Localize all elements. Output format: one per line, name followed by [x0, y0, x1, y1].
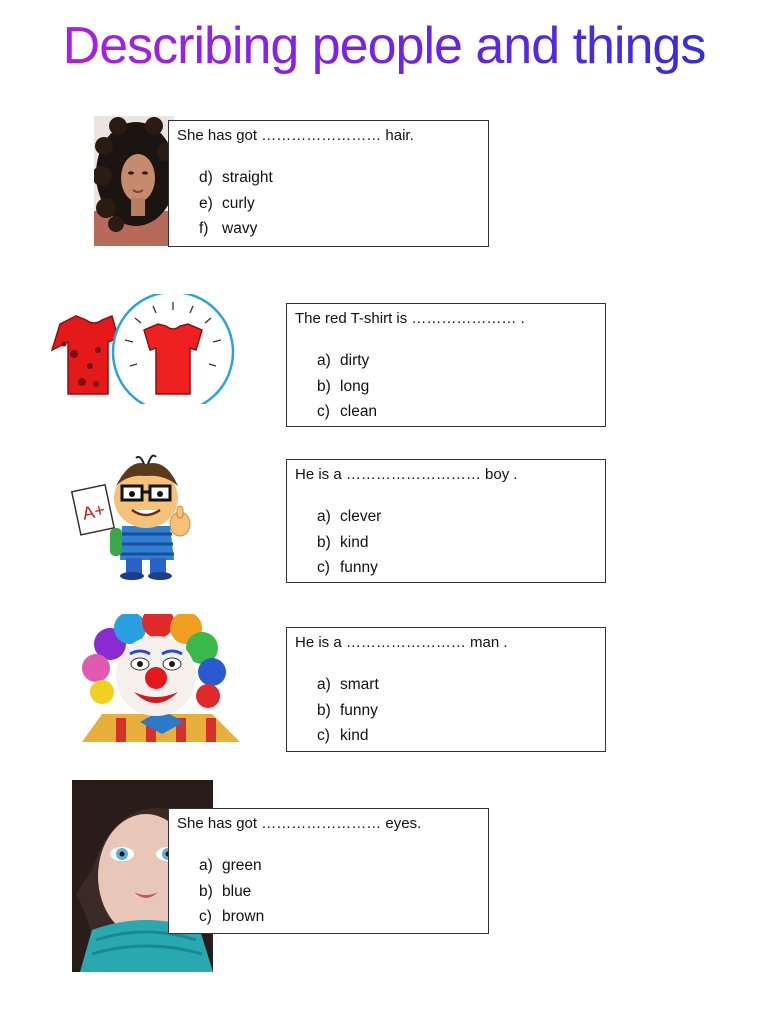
option-blue[interactable] [199, 879, 264, 905]
option-clever[interactable] [317, 504, 381, 530]
option-label: clever [340, 508, 382, 525]
grade-label: A+ [80, 499, 107, 524]
options-list [317, 504, 381, 581]
option-curly[interactable] [199, 191, 273, 217]
options-list [199, 165, 273, 242]
option-letter: a) [317, 508, 331, 525]
option-letter: f) [199, 220, 209, 237]
option-letter: a) [317, 676, 331, 693]
option-letter: c) [199, 908, 212, 925]
question-text: She has got …………………… hair. [177, 127, 414, 144]
option-letter: c) [317, 559, 330, 576]
option-letter: a) [317, 352, 331, 369]
question-text: He is a ……………………… boy . [295, 466, 518, 483]
option-brown[interactable] [199, 904, 264, 930]
option-letter: b) [199, 882, 213, 900]
option-funny[interactable] [317, 555, 381, 581]
option-letter: b) [317, 377, 331, 395]
option-label: kind [340, 727, 369, 744]
exercise-card-eyes [168, 808, 489, 934]
option-label: smart [340, 676, 379, 693]
option-label: straight [222, 169, 273, 186]
option-label: curly [222, 194, 255, 212]
option-label: blue [222, 882, 252, 900]
option-clean[interactable] [317, 399, 377, 425]
option-letter: e) [199, 194, 213, 212]
option-kind[interactable] [317, 530, 381, 556]
options-list [199, 853, 264, 930]
question-text: The red T-shirt is ………………… . [295, 310, 525, 327]
option-label: kind [340, 533, 369, 551]
option-label: green [222, 857, 262, 874]
option-letter: b) [317, 701, 331, 719]
option-label: funny [340, 701, 378, 719]
red-tshirts-image [46, 294, 236, 404]
option-label: brown [222, 908, 265, 925]
option-funny[interactable] [317, 698, 379, 724]
option-wavy[interactable] [199, 216, 273, 242]
option-letter: c) [317, 403, 330, 420]
exercise-card-clown [286, 627, 606, 752]
exercise-card-boy [286, 459, 606, 583]
options-list [317, 672, 379, 749]
option-long[interactable] [317, 374, 377, 400]
option-dirty[interactable] [317, 348, 377, 374]
option-label: funny [340, 559, 378, 576]
question-text: She has got …………………… eyes. [177, 815, 422, 832]
clever-boy-image [70, 452, 198, 582]
option-label: clean [340, 403, 378, 420]
option-letter: c) [317, 727, 330, 744]
curly-hair-woman-image [94, 116, 174, 246]
option-green[interactable] [199, 853, 264, 879]
exercise-card-tshirt [286, 303, 606, 427]
option-letter: d) [199, 169, 213, 186]
page-title: Describing people and things [0, 14, 768, 78]
option-straight[interactable] [199, 165, 273, 191]
question-text: He is a …………………… man . [295, 634, 508, 651]
option-letter: a) [199, 857, 213, 874]
option-kind[interactable] [317, 723, 379, 749]
option-letter: b) [317, 533, 331, 551]
option-smart[interactable] [317, 672, 379, 698]
option-label: long [340, 377, 370, 395]
option-label: dirty [340, 352, 370, 369]
exercise-card-hair [168, 120, 489, 247]
option-label: wavy [222, 220, 258, 237]
options-list [317, 348, 377, 425]
clown-image [62, 614, 240, 742]
